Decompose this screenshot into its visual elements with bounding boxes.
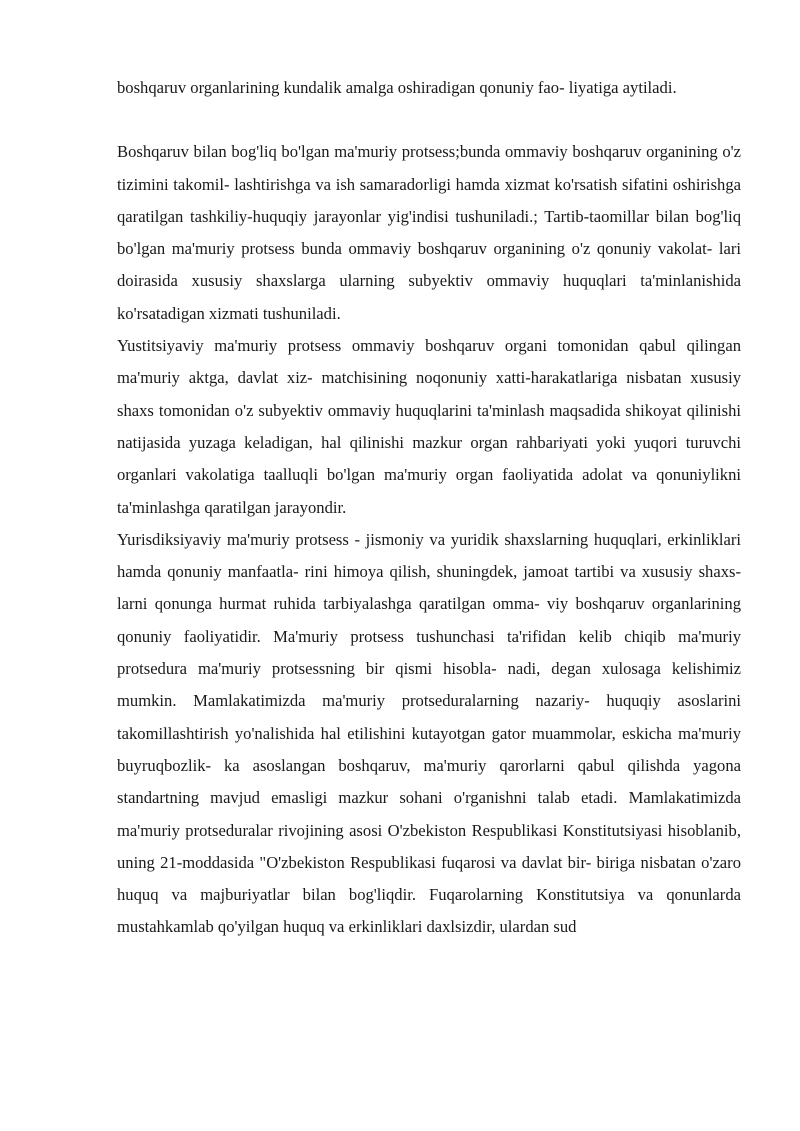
document-page bbox=[117, 72, 741, 944]
paragraph-administrative-process: Boshqaruv bilan bog'liq bo'lgan ma'muriy protsess;bunda ommaviy boshqaruv organining o'z tizimini takomil- lashtirishga va ish samaradorligi hamda xizmat ko'rsatish sifatini oshirishga qaratilgan tashkiliy-huquqiy jarayonlar yig'indisi tushuniladi.; Tartib-taomillar bilan bog'liq bo'lgan ma'muriy protsess bunda ommaviy boshqaruv organining o'z qonuniy vakolat- lari doirasida xususiy shaxslarga ularning subyektiv ommaviy huquqlari ta'minlanishida ko'rsatadigan xizmati tushuniladi. bbox=[117, 142, 741, 323]
paragraph-spacer bbox=[117, 104, 741, 136]
paragraph-justice-process: Yustitsiyaviy ma'muriy protsess ommaviy boshqaruv organi tomonidan qabul qilingan ma'muriy aktga, davlat xiz- matchisining noqonuniy xatti-harakatlariga nisbatan xususiy shaxs tomonidan o'z subyektiv ommaviy huquqlarini ta'minlash maqsadida shikoyat qilinishi natijasida yuzaga keladigan, hal qilinishi mazkur organ rahbariyati yoki yuqori turuvchi organlari vakolatiga taalluqli bo'lgan ma'muriy organ faoliyatida adolat va qonuniylikni ta'minlashga qaratilgan jarayondir. bbox=[117, 336, 741, 517]
paragraph-continuation: boshqaruv organlarining kundalik amalga oshiradigan qonuniy fao- liyatiga aytiladi. bbox=[117, 78, 677, 97]
paragraph-jurisdiction-process: Yurisdiksiyaviy ma'muriy protsess - jismoniy va yuridik shaxslarning huquqlari, erkinliklari hamda qonuniy manfaatla- rini himoya qilish, shuningdek, jamoat tartibi va xususiy shaxs- larni qonunga hurmat ruhida tarbiyalashga qaratilgan omma- viy boshqaruv organlarining qonuniy faoliyatidir. Ma'muriy protsess tushunchasi ta'rifidan kelib chiqib ma'muriy protsedura ma'muriy protsessning bir qismi hisobla- nadi, degan xulosaga kelishimiz mumkin. Mamlakatimizda ma'muriy protseduralarning nazariy- huquqiy asoslarini takomillashtirish yo'nalishida hal etilishini kutayotgan gator muammolar, eskicha ma'muriy buyruqbozlik- ka asoslangan boshqaruv, ma'muriy qarorlarni qabul qilishda yagona standartning mavjud emasligi mazkur sohani o'rganishni talab etadi. Mamlakatimizda ma'muriy protseduralar rivojining asosi O'zbekiston Respublikasi Konstitutsiyasi hisoblanib, uning 21-moddasida "O'zbekiston Respublikasi fuqarosi va davlat bir- biriga nisbatan o'zaro huquq va majburiyatlar bilan bog'liqdir. Fuqarolarning Konstitutsiya va qonunlarda mustahkamlab qo'yilgan huquq va erkinliklari daxlsizdir, ulardan sud bbox=[117, 529, 741, 937]
